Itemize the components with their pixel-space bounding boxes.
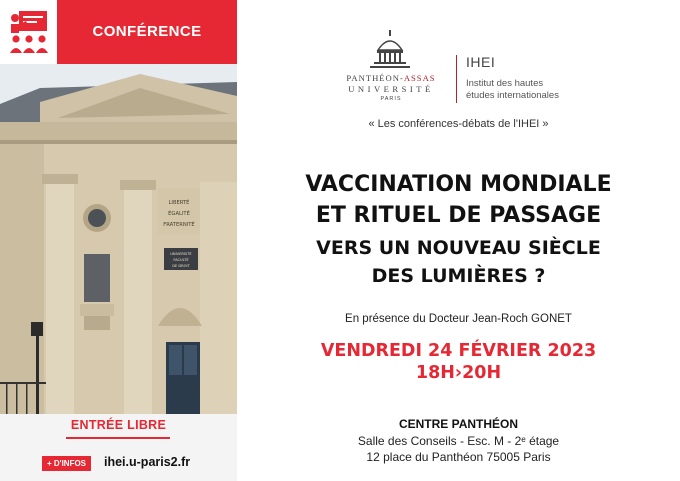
logo-divider [456, 55, 457, 103]
pediment-inscription-3: FRATERNITÉ [163, 222, 195, 228]
event-subtitle-line2: DES LUMIÈRES ? [371, 265, 546, 287]
door-sign-3: DE DROIT [172, 264, 190, 268]
event-title-line2: ET RITUEL DE PASSAGE [315, 203, 602, 228]
website-link[interactable]: ihei.u-paris2.fr [104, 455, 191, 469]
venue-address: 12 place du Panthéon 75005 Paris [366, 450, 551, 464]
left-column [0, 0, 237, 481]
pantheon-dome-icon [368, 30, 412, 70]
event-title-line1: VACCINATION MONDIALE [305, 172, 612, 197]
building-photo [0, 64, 237, 414]
institute-name-line2: études internationales [466, 90, 559, 101]
venue-name: CENTRE PANTHÉON [398, 417, 519, 431]
university-name-main: PANTHÉON- [346, 73, 404, 83]
university-name-accent: ASSAS [403, 73, 436, 83]
pediment-inscription-2: ÉGALITÉ [168, 211, 190, 217]
event-time: 18H›20H [415, 363, 502, 383]
speaker-line: En présence du Docteur Jean-Roch GONET [345, 313, 572, 325]
badge-icon-box [0, 0, 57, 64]
pediment-inscription-1: LIBERTÉ [168, 200, 190, 206]
institute-acronym: IHEI [466, 54, 496, 70]
university-word: UNIVERSITÉ [348, 84, 434, 94]
more-info-tag: + D'INFOS [42, 456, 91, 471]
partner-logos [336, 30, 586, 105]
event-subtitle-line1: VERS UN NOUVEAU SIÈCLE [316, 237, 601, 259]
institute-name-line1: Institut des hautes [466, 78, 544, 89]
venue-room: Salle des Conseils - Esc. M - 2ᵉ étage [357, 434, 560, 448]
event-date: VENDREDI 24 FÉVRIER 2023 [320, 341, 597, 361]
free-entry-underline [66, 437, 170, 439]
series-title: « Les conférences-débats de l'IHEI » [368, 118, 549, 130]
conference-badge [0, 0, 237, 64]
university-city: PARIS [380, 96, 402, 102]
free-entry-label: ENTRÉE LIBRE [70, 418, 167, 432]
university-name [336, 73, 446, 83]
conference-label: CONFÉRENCE [92, 23, 202, 40]
door-sign-2: FACULTÉ [173, 258, 189, 262]
door-sign-1: UNIVERSITÉ [170, 252, 192, 256]
presentation-icon [9, 10, 49, 54]
